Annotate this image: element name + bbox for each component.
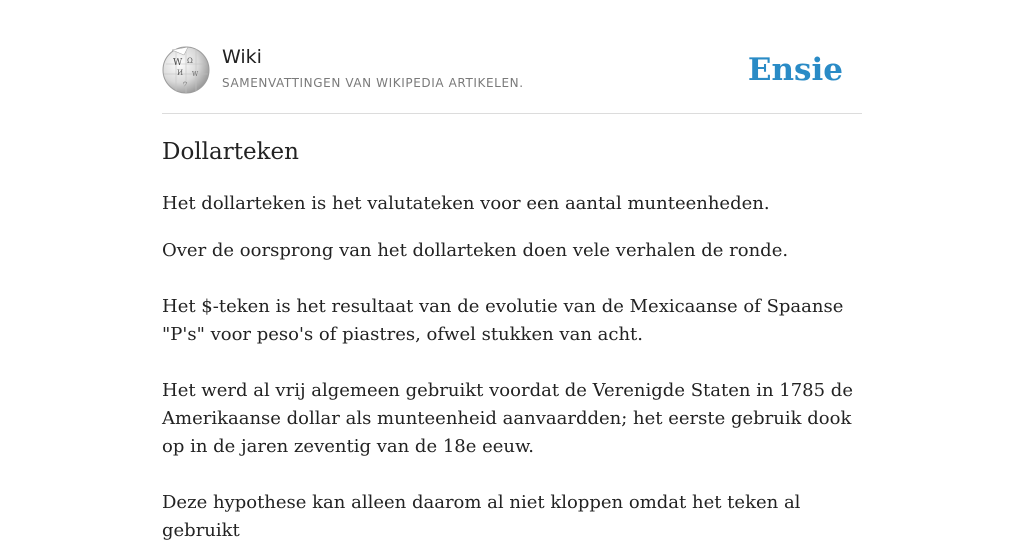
article-title: Dollarteken [162, 139, 299, 165]
article-paragraph: Het werd al vrij algemeen gebruikt voordat de Verenigde Staten in 1785 de Amerikaanse dollar als munteenheid aanvaardden; het eerste gebruik dook op in de jaren zeventig van de 18e eeuw. [162, 380, 853, 457]
wikipedia-globe-icon[interactable] [162, 46, 210, 94]
svg-text:ウ: ウ [182, 81, 189, 88]
svg-text:W: W [192, 71, 199, 78]
article-paragraph: Het $-teken is het resultaat van de evolutie van de Mexicaanse of Spaanse "P's" voor peso's of piastres, ofwel stukken van acht. [162, 296, 844, 345]
site-header [162, 0, 862, 114]
content-container [162, 0, 862, 541]
article-paragraph: Deze hypothese kan alleen daarom al niet kloppen omdat het teken al gebruikt [162, 492, 801, 541]
svg-text:И: И [177, 69, 184, 77]
svg-text:Ω: Ω [187, 57, 193, 65]
site-tagline: SAMENVATTINGEN VAN WIKIPEDIA ARTIKELEN. [222, 76, 524, 90]
article [162, 136, 862, 545]
article-lead-paragraph: Het dollarteken is het valutateken voor een aantal munteenheden. [162, 193, 770, 214]
svg-text:W: W [173, 58, 183, 68]
ensie-brand-link[interactable]: Ensie [747, 52, 843, 88]
site-title[interactable]: Wiki [222, 46, 262, 68]
article-paragraph: Over de oorsprong van het dollarteken doen vele verhalen de ronde. [162, 240, 789, 261]
